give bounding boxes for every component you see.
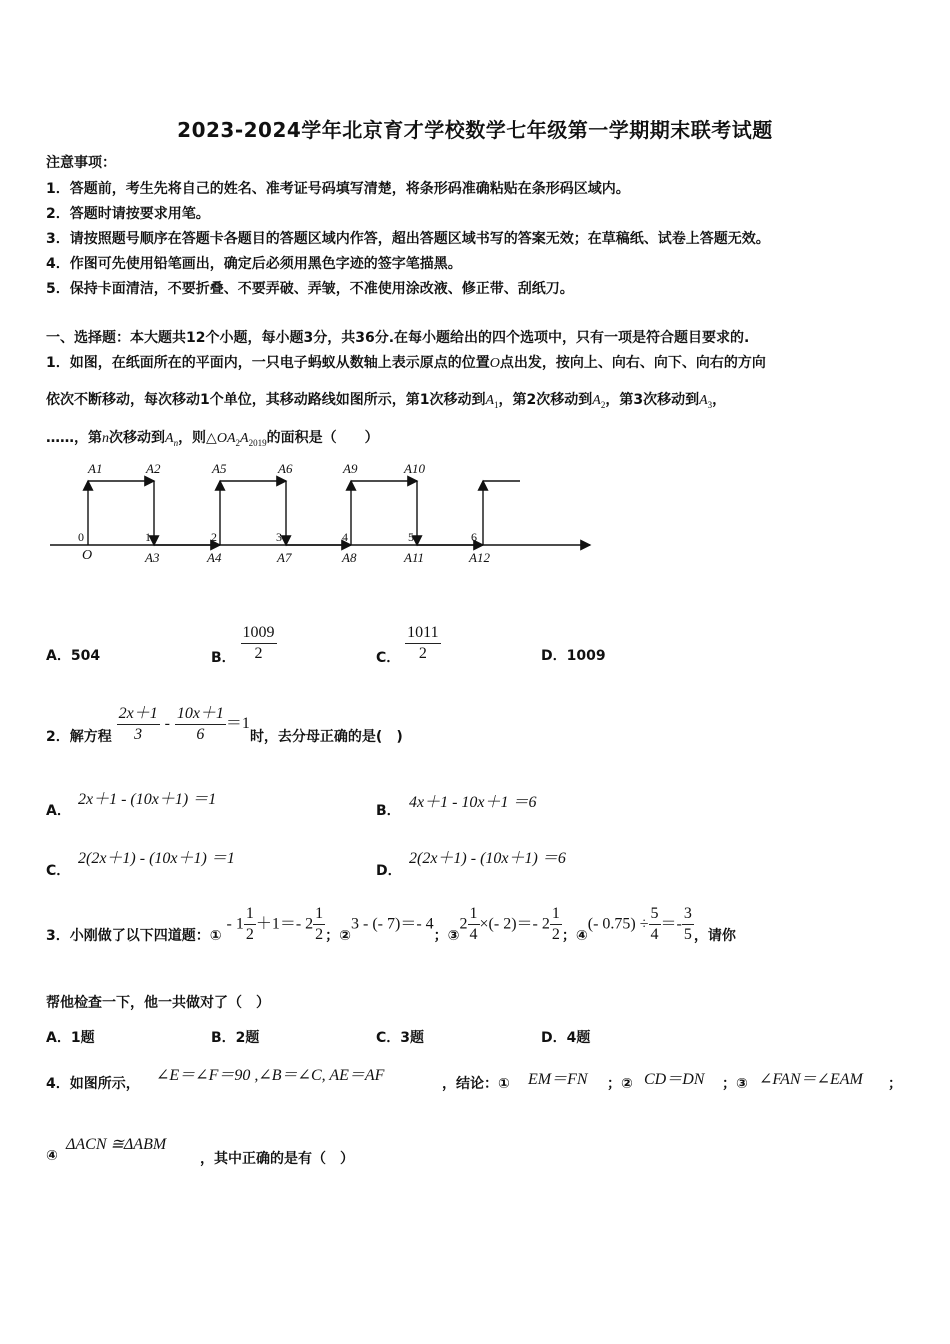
q1-line1: 1．如图，在纸面所在的平面内，一只电子蚂蚁从数轴上表示原点的位置O点出发，按向上、向右、向下、向右的方向 [46,355,766,371]
fraction: $\frac{1}{2}$ [315,905,324,943]
q4-sep: ； [888,1076,902,1092]
q4-mid: ，结论：① [442,1076,510,1092]
q4-suffix: ，其中正确的是有（ ） [200,1151,354,1167]
section-heading: 一、选择题：本大题共12个小题，每小题3分，共36分.在每小题给出的四个选项中，只有一项是符合题目要求的. [46,330,750,346]
q4-conclusion-3: ∠FAN＝∠EAM [759,1071,863,1088]
q4-conditions: ∠E＝∠F＝90 ,∠B＝∠C, AE＝AF [156,1067,385,1084]
point-label: A10 [404,461,425,476]
q2-stem: 2．解方程 $\frac{2x+1}{3}$ - $\frac{10x+1}{6}$ ＝1时，去分母正确的是( ) [46,704,403,745]
q3-option-c[interactable]: C．3题 [376,1030,425,1046]
point-label: A2 [146,461,161,476]
note-item: 5．保持卡面清洁，不要折叠、不要弄破、弄皱，不准使用涂改液、修正带、刮纸刀。 [46,281,574,297]
fraction: $\frac{10x+1}{6}$ [176,704,224,743]
q3-option-b[interactable]: B．2题 [211,1030,260,1046]
axis-number: 5 [408,530,414,544]
q1-path-figure [40,455,610,575]
q2-option-b-expr: 4x＋1 - 10x＋1 ＝6 [409,794,537,811]
q1-line2: 依次不断移动，每次移动1个单位，其移动路线如图所示，第1次移动到$A_1$，第2次移动到$A_2$，第3次移动到$A_3$， [46,392,727,410]
point-label: A3 [145,550,160,565]
q2-option-d-label[interactable]: D． [376,863,402,879]
q2-option-b-label[interactable]: B． [376,803,401,819]
q1-option-d[interactable]: D．1009 [541,648,606,664]
point-label: A6 [278,461,293,476]
q4-conclusion-4: ΔACN ≅ΔABM [66,1136,167,1153]
axis-number: 4 [342,530,348,544]
q4-prefix: 4．如图所示， [46,1076,140,1092]
point-label: A9 [343,461,358,476]
point-label: A4 [207,550,222,565]
axis-number: 6 [471,530,477,544]
q2-option-a-label[interactable]: A． [46,803,71,819]
fraction: $\frac{1}{2}$ [245,905,254,943]
note-item: 1．答题前，考生先将自己的姓名、准考证号码填写清楚，将条形码准确粘贴在条形码区域内。 [46,181,630,197]
page-title: 2023-2024学年北京育才学校数学七年级第一学期期末联考试题 [177,118,773,142]
point-label: A1 [88,461,103,476]
q3-line2: 帮他检查一下，他一共做对了（ ） [46,995,270,1011]
fraction: $\frac{2x+1}{3}$ [118,704,158,743]
q1-option-a[interactable]: A．504 [46,648,101,664]
q3-option-d[interactable]: D．4题 [541,1030,591,1046]
q3-stem: 3．小刚做了以下四道题：① - 1 $\frac{1}{2}$ ＋1＝- 2 $\frac{1}{2}$ ；②3 - (- 7)＝- 4；③2 $\frac{1}{4}$ ×(- 2)＝- 2 $\frac{1}{2}$ ；④(- 0.75) ÷ $\frac{5}{4}$ ＝- $\frac{3}{5}$ ，请你 [46,905,736,944]
fraction: $\frac{1009}{2}$ [242,623,275,662]
q1-line3: ……，第n次移动到$A_n$，则$\triangle OA_2A_{2019}$的面积是（ ） [46,430,379,448]
point-label: A7 [277,550,292,565]
q4-sep: ；③ [722,1076,748,1092]
fraction: $\frac{5}{4}$ [650,905,659,943]
point-label: A5 [212,461,227,476]
note-item: 2．答题时请按要求用笔。 [46,206,210,222]
notes-heading: 注意事项： [46,155,116,171]
axis-number: 2 [211,530,217,544]
axis-number: 0 [78,530,84,544]
axis-number: 3 [276,530,282,544]
q4-sep: ；② [607,1076,633,1092]
q3-option-a[interactable]: A．1题 [46,1030,95,1046]
fraction: $\frac{1011}{2}$ [407,623,439,662]
point-label: A12 [469,550,490,565]
q2-option-a-expr: 2x＋1 - (10x＋1) ＝1 [78,791,217,808]
fraction: $\frac{3}{5}$ [683,905,692,943]
note-item: 3．请按照题号顺序在答题卡各题目的答题区域内作答，超出答题区域书写的答案无效；在草稿纸、试卷上答题无效。 [46,231,770,247]
fraction: $\frac{1}{4}$ [469,905,478,943]
note-item: 4．作图可先使用铅笔画出，确定后必须用黑色字迹的签字笔描黑。 [46,256,462,272]
q2-option-c-expr: 2(2x＋1) - (10x＋1) ＝1 [78,850,235,867]
q4-conclusion-2: CD＝DN [644,1071,705,1088]
q1-option-c[interactable]: C． $\frac{1011}{2}$ [376,623,439,666]
q4-conclusion-4-label: ④ [46,1148,58,1164]
origin-label: O [82,548,93,563]
point-label: A11 [404,550,424,565]
q2-option-d-expr: 2(2x＋1) - (10x＋1) ＝6 [409,850,566,867]
axis-number: 1 [145,530,151,544]
q2-option-c-label[interactable]: C． [46,863,71,879]
q4-conclusion-1: EM＝FN [528,1071,588,1088]
fraction: $\frac{1}{2}$ [551,905,560,943]
point-label: A8 [342,550,357,565]
q1-option-b[interactable]: B． $\frac{1009}{2}$ [211,623,275,666]
